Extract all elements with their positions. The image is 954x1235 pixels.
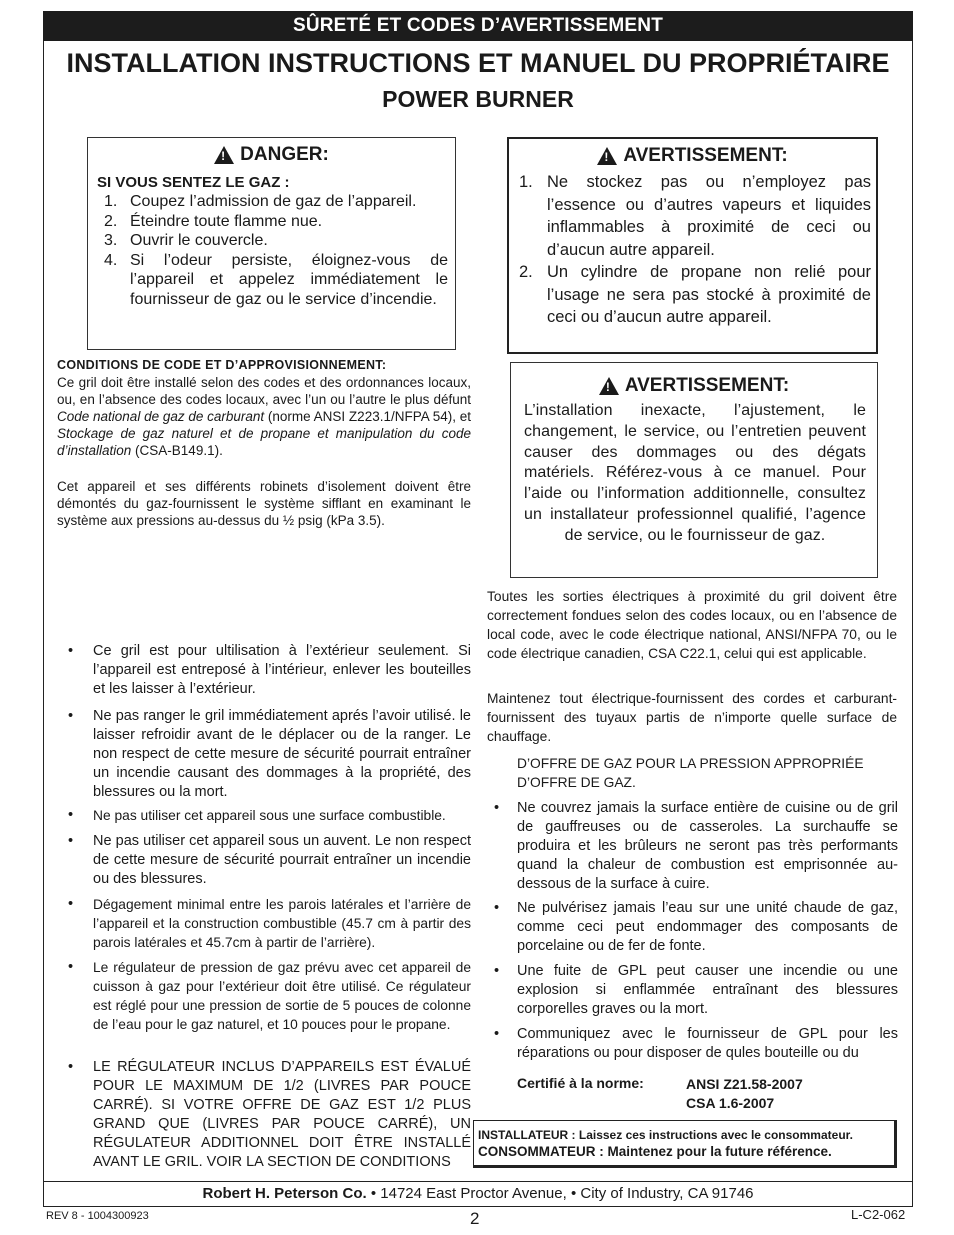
bullet-item: • Le régulateur de pression de gaz prévu avec cet appareil de cuisson à gaz pour l’extérieur doit être utilisé. Ce régulateur est réglé pour une pression de sortie de 5 pouces de colonne de l’eau pour le gaz naturel, et 10 pouces pour le propane. bbox=[68, 959, 471, 1032]
bullet-item: • Une fuite de GPL peut causer une incendie ou une explosion si enflammée entraînant des blessures corporelles graves ou la mort. bbox=[494, 963, 898, 1017]
footer-address: Robert H. Peterson Co. • 14724 East Proctor Avenue, • City of Industry, CA 91746 bbox=[43, 1181, 913, 1207]
list-item: 1. Coupez l’admission de gaz de l’appareil. bbox=[104, 193, 417, 210]
bullet-item: • Ne pulvérisez jamais l’eau sur une unité chaude de gaz, comme ceci peut endommager des composants de porcelaine ou de fer de fonte. bbox=[494, 900, 898, 954]
danger-box bbox=[87, 137, 456, 350]
warning-2-text: L’installation inexacte, l’ajustement, le changement, le service, ou l’entretien peuvent causer des dommages ou des dégats matériels. Référez-vous à ce manuel. Pour l’aide ou l’information additionnelle, consultez un installateur professionnel qualifié, l’agence de service, ou le fournisseur de gaz. bbox=[524, 402, 866, 544]
warning-triangle-icon bbox=[597, 147, 617, 165]
gas-supply-paragraph: D’OFFRE DE GAZ POUR LA PRESSION APPROPRIÉE D’OFFRE DE GAZ. bbox=[517, 756, 864, 790]
cert-label: Certifié à la norme: bbox=[517, 1075, 644, 1091]
conditions-section bbox=[57, 357, 471, 529]
bullet-item: • Ne pas ranger le gril immédiatement aprés l’avoir utilisé. le laisser refroidir avant de le déplacer ou de la ranger. Le non respect de cette mesure de sécurité pourrait entraîner un incendie causant des dommages à la propriété, des blessures ou la mort. bbox=[68, 708, 471, 800]
warning-1-header: AVERTISSEMENT: bbox=[623, 145, 788, 166]
list-item: 1. Ne stockez pas ou n’employez pas l’essence ou d’autres vapeurs et liquides inflammables à proximité de ceci ou d’aucun autre appareil. bbox=[519, 173, 871, 259]
list-item: 2. Éteindre toute flamme nue. bbox=[104, 212, 323, 230]
top-banner: SÛRETÉ ET CODES D’AVERTISSEMENT bbox=[43, 11, 913, 41]
revision-label: REV 8 - 1004300923 bbox=[46, 1210, 149, 1222]
consumer-notice: CONSOMMATEUR : Maintenez pour la future référence. bbox=[478, 1144, 832, 1159]
cords-paragraph: Maintenez tout électrique-fournissent des cordes et carburant-fournissent des tuyaux partis de n’importe quelle surface de chauffage. bbox=[487, 691, 897, 744]
conditions-paragraph-2: Cet appareil et ses différents robinets d’isolement doivent être démontés du gaz-fournissent le système sifflant en examinant le système aux pressions au-dessus du ½ psig (kPa 3.5). bbox=[57, 479, 471, 528]
cert-standards: ANSI Z21.58-2007 CSA 1.6-2007 bbox=[686, 1076, 803, 1111]
bullet-item: • LE RÉGULATEUR INCLUS D’APPAREILS EST ÉVALUÉ POUR LE MAXIMUM DE 1/2 (LIVRES PAR POUCE CARRÉ). SI VOTRE OFFRE DE GAZ EST 1/2 PLUS GRAND QUE (LIVRES PAR POUCE CARRÉ), UN RÉGULATEUR ADDITIONNEL DOIT ÊTRE INSTALLÉ AVANT LE GRIL. VOIR LA SECTION DE CONDITIONS bbox=[68, 1059, 471, 1170]
warning-2-header: AVERTISSEMENT: bbox=[624, 375, 790, 396]
list-item: 2. Un cylindre de propane non relié pour l’usage ne sera pas stocké à proximité de ceci ou d’aucun autre appareil. bbox=[519, 263, 871, 326]
danger-lead: SI VOUS SENTEZ LE GAZ : bbox=[97, 174, 290, 191]
warning-triangle-icon bbox=[599, 377, 619, 395]
bullet-item: • Dégagement minimal entre les parois latérales et l’arrière de l’appareil et la construction combustible (45.7 cm à partir des parois latérales et 45.7cm à partir de l’arrière). bbox=[68, 896, 471, 950]
doc-code: L-C2-062 bbox=[851, 1207, 906, 1222]
conditions-paragraph-1: Ce gril doit être installé selon des codes et des ordonnances locaux, ou, en l’absence des codes locaux, avec l’un ou l’autre le plus défunt Code national de gaz de carburant (norme ANSI Z223.1/NFPA 54), et Stockage de gaz naturel et de propane et manipulation du code d’installation (CSA-B149.1). bbox=[57, 375, 471, 458]
bullet-item: • Communiquez avec le fournisseur de GPL pour les réparations ou pour disposer de qules bouteille ou du bbox=[494, 1026, 898, 1061]
page-subtitle: POWER BURNER bbox=[382, 86, 574, 112]
installer-notice: INSTALLATEUR : Laissez ces instructions avec le consommateur. bbox=[478, 1128, 853, 1142]
bullet-item: • Ne pas utiliser cet appareil sous un auvent. Le non respect de cette mesure de sécurité pourrait entraîner un incendie ou des blessures. bbox=[68, 833, 471, 887]
electrical-paragraph: Toutes les sorties électriques à proximité du gril doivent être correctement fondues selon des codes locaux, ou en l’absence de local code, avec le code électrique national, ANSI/NFPA 70, ou le code électrique canadien, CSA C22.1, celui qui est applicable. bbox=[487, 589, 897, 661]
notice-box bbox=[473, 1120, 897, 1168]
warning-box-1 bbox=[507, 137, 878, 354]
bullet-item: • Ne pas utiliser cet appareil sous une surface combustible. bbox=[68, 807, 446, 823]
warning-1-list bbox=[519, 171, 871, 329]
list-item: 3. Ouvrir le couvercle. bbox=[104, 232, 268, 249]
page-title: INSTALLATION INSTRUCTIONS ET MANUEL DU PROPRIÉTAIRE bbox=[66, 48, 890, 78]
list-item: 4. Si l’odeur persiste, éloignez-vous de l’appareil et appelez immédiatement le fournisseur de gaz ou le service d’incendie. bbox=[104, 251, 448, 308]
conditions-heading: CONDITIONS DE CODE ET D’APPROVISIONNEMENT: bbox=[57, 358, 387, 372]
danger-list bbox=[104, 192, 448, 309]
page-number: 2 bbox=[470, 1209, 480, 1228]
bullet-item: • Ne couvrez jamais la surface entière de cuisine ou de gril de gauffreuses ou de casseroles. La surchauffe se produira et les brûleurs ne seront pas très performants quand la chaleur de combustion est emprisonnée au-dessous de la surface à cuire. bbox=[494, 800, 898, 892]
warning-triangle-icon bbox=[214, 146, 234, 164]
warning-box-2 bbox=[510, 362, 878, 578]
danger-header: DANGER: bbox=[240, 144, 329, 165]
bullet-item: • Ce gril est pour ultilisation à l’extérieur seulement. Si l’appareil est entreposé à l’intérieur, enlever les bouteilles et les laisser à l’extérieur. bbox=[68, 643, 471, 697]
